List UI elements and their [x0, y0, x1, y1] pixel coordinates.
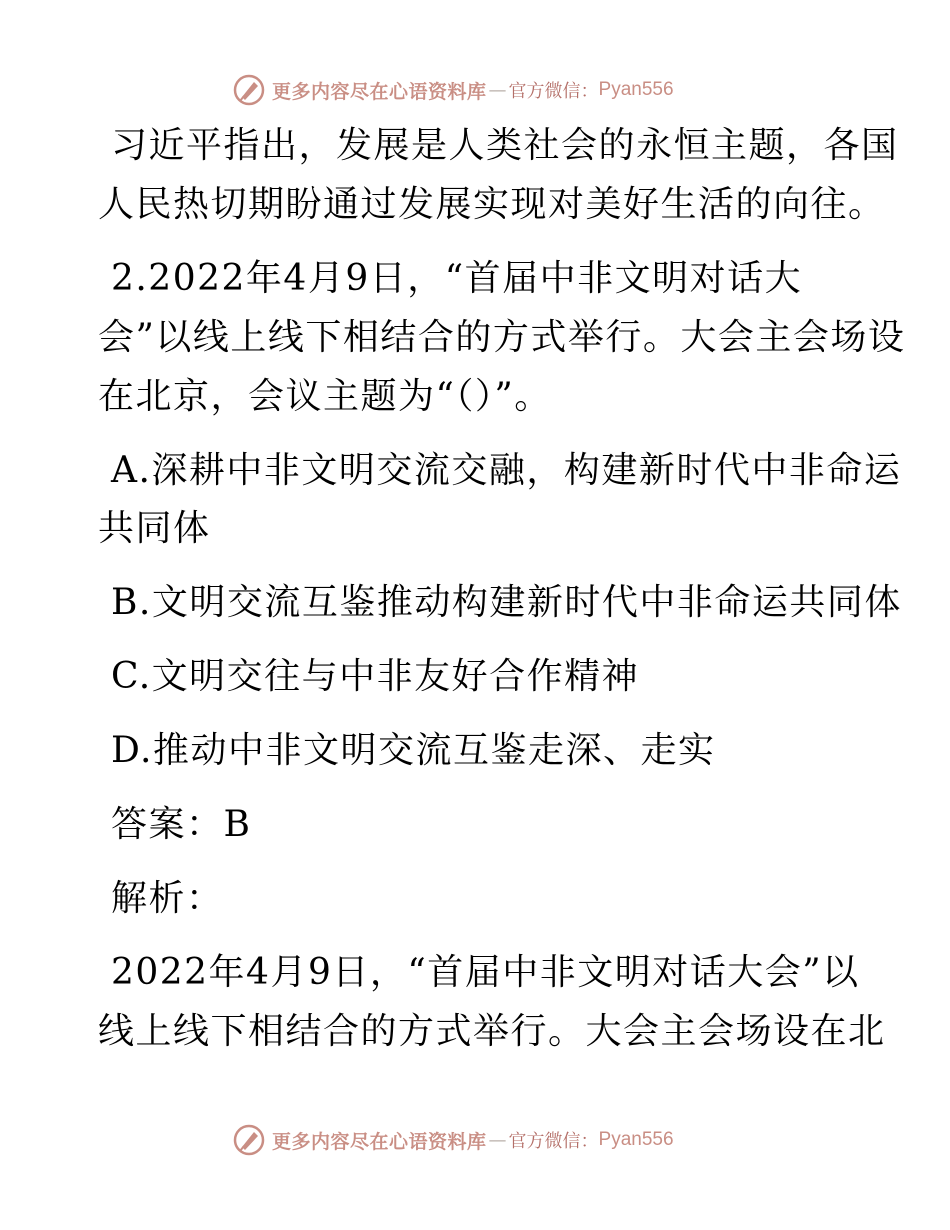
- watermark-wechat-label: 官方微信：: [508, 1131, 599, 1152]
- answer-line: 答案：B: [98, 804, 252, 845]
- watermark-text: 更多内容尽在心语资料库: [272, 80, 487, 103]
- watermark-wechat-id: Pyan556: [598, 1129, 674, 1150]
- watermark-wechat-label: 官方微信：: [508, 81, 599, 102]
- pen-nib-logo-icon: [232, 1123, 266, 1157]
- analysis-line-2: 线上线下相结合的方式举行。大会主会场设在北: [98, 1011, 886, 1052]
- header-watermark: [232, 70, 674, 110]
- option-a-line-2: 共同体: [98, 508, 211, 549]
- analysis-line-1: 2022年4月9日，“首届中非文明对话大会”以: [98, 952, 860, 993]
- option-d: D.推动中非文明交流互鉴走深、走实: [98, 730, 716, 771]
- intro-line-1: 习近平指出，发展是人类社会的永恒主题，各国: [98, 125, 899, 166]
- option-a-line-1: A.深耕中非文明交流交融，构建新时代中非命运: [98, 450, 902, 491]
- question-line-3: 在北京，会议主题为“（）”。: [98, 376, 552, 417]
- watermark-wechat-id: Pyan556: [598, 79, 674, 100]
- option-b: B.文明交流互鉴推动构建新时代中非命运共同体: [98, 582, 902, 623]
- question-line-2: 会”以线上线下相结合的方式举行。大会主会场设: [98, 317, 906, 358]
- watermark-dash: —: [488, 79, 507, 101]
- footer-watermark: [232, 1120, 674, 1160]
- watermark-dash: —: [488, 1129, 507, 1151]
- watermark-text: 更多内容尽在心语资料库: [272, 1130, 487, 1153]
- pen-nib-logo-icon: [232, 73, 266, 107]
- question-line-1: 2.2022年4月9日，“首届中非文明对话大: [98, 258, 803, 299]
- intro-line-2: 人民热切期盼通过发展实现对美好生活的向往。: [98, 184, 886, 225]
- analysis-label: 解析：: [98, 878, 224, 919]
- option-c: C.文明交往与中非友好合作精神: [98, 656, 640, 697]
